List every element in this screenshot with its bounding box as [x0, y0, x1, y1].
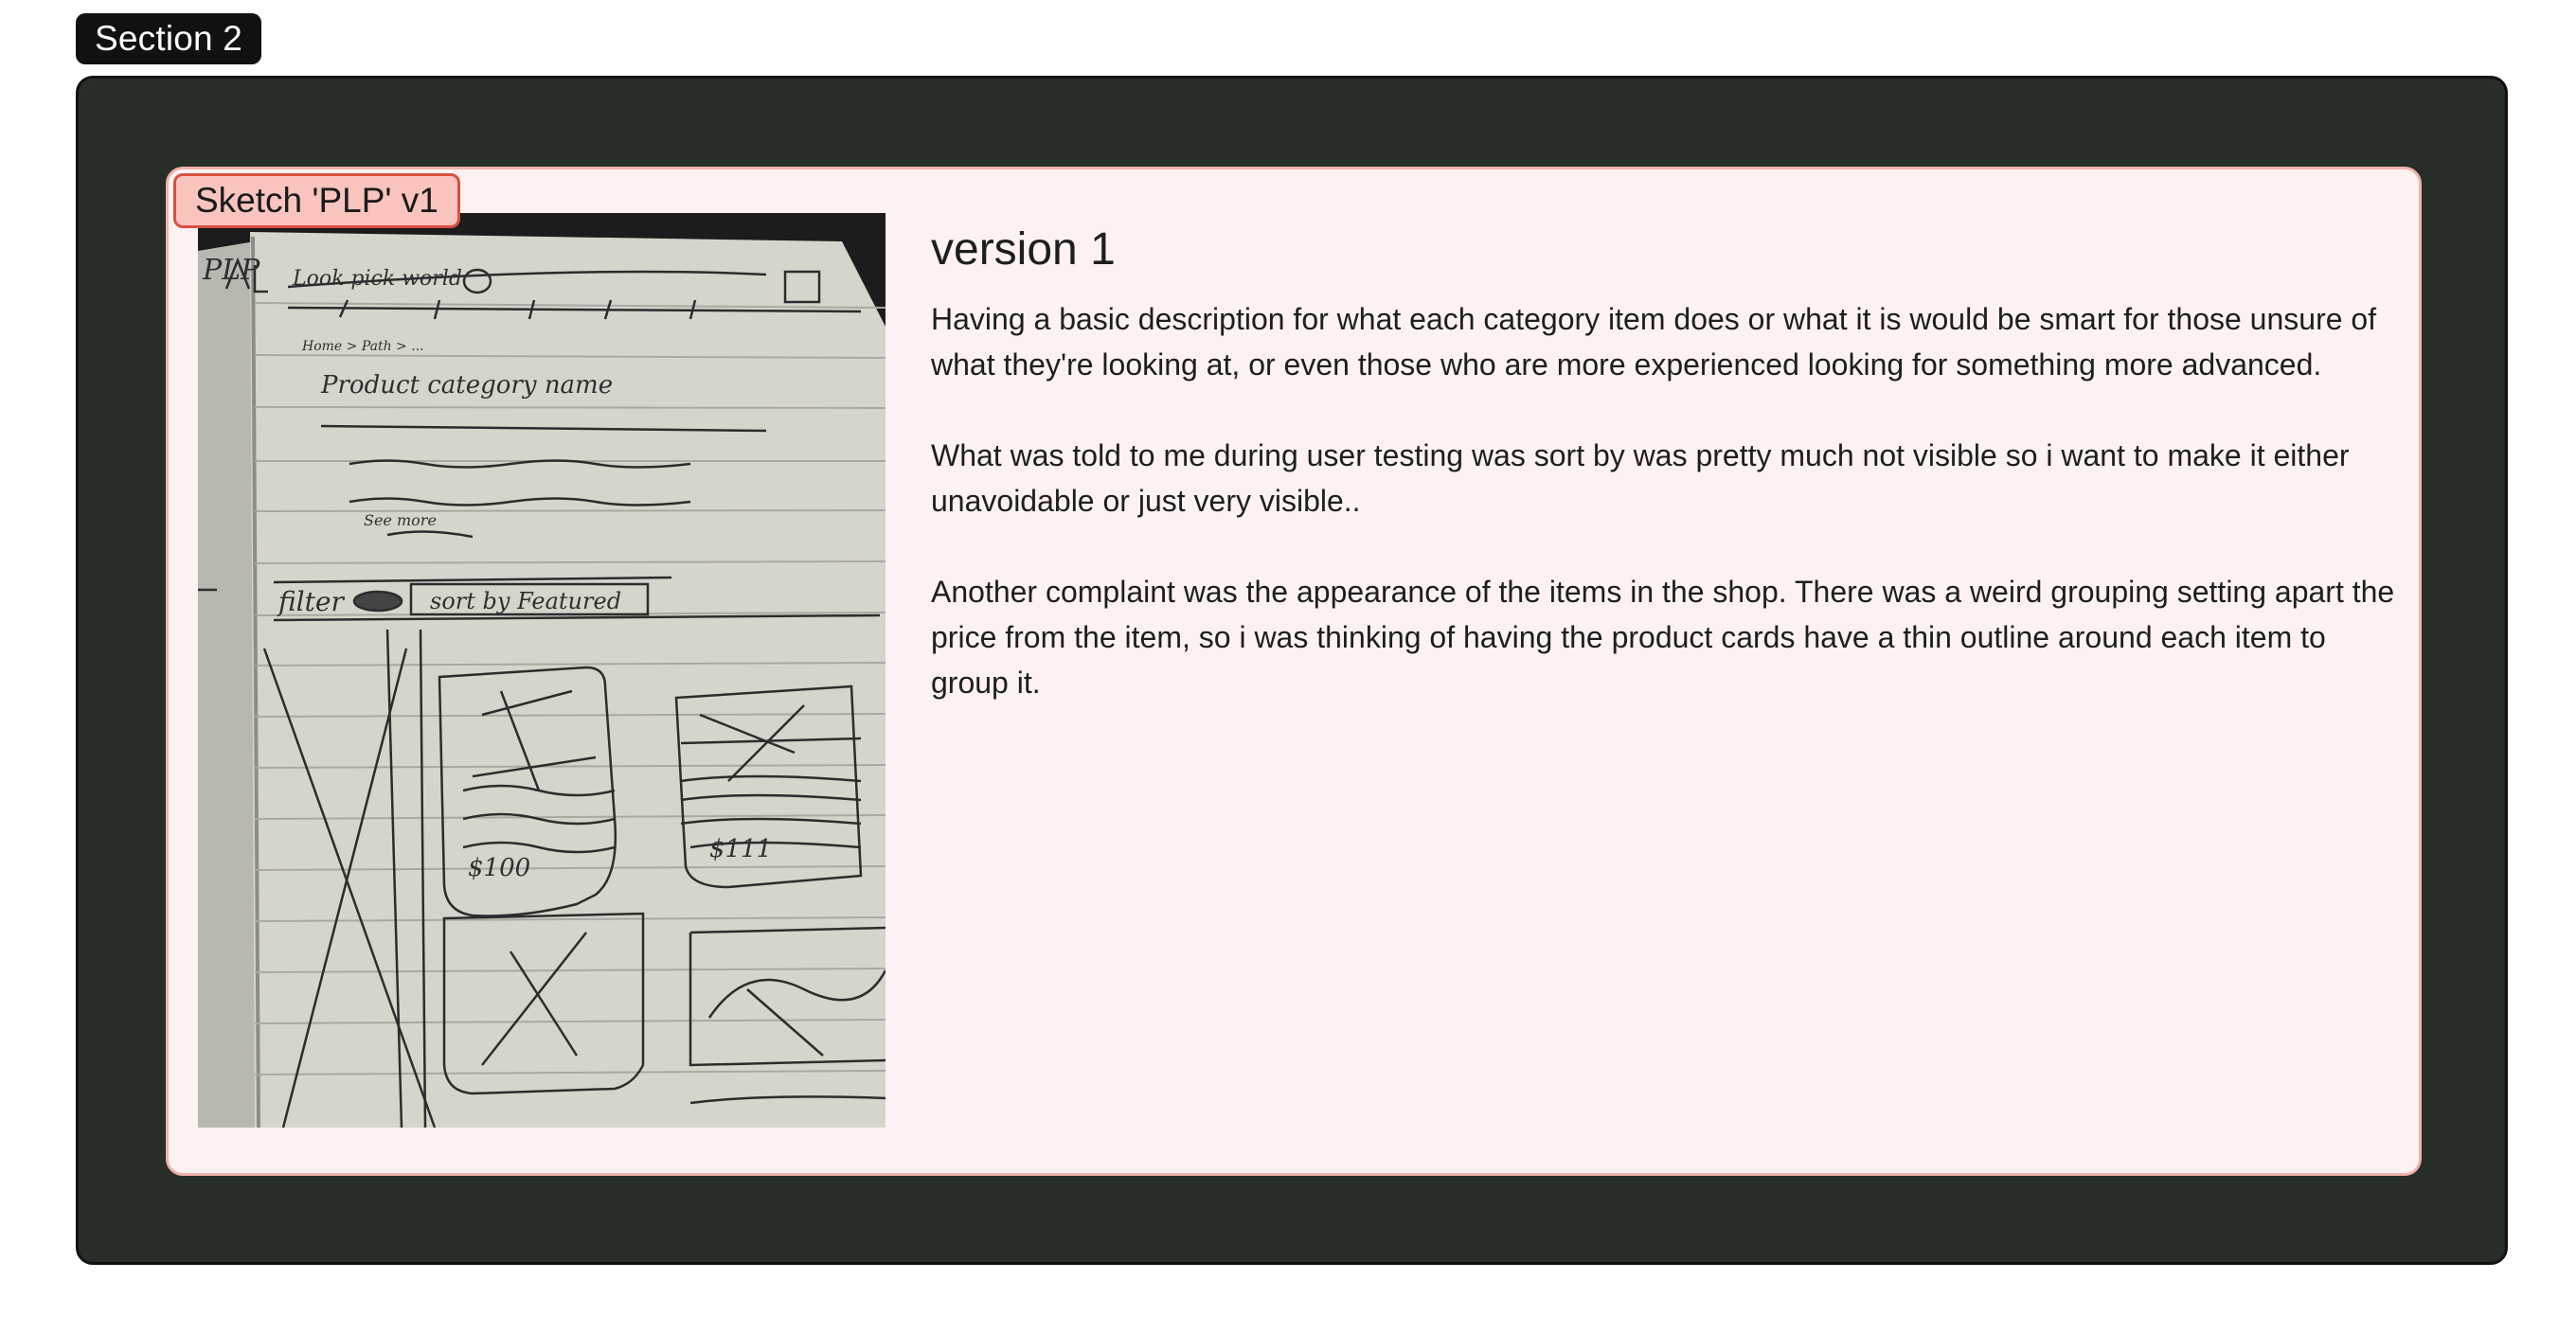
version-title[interactable]: version 1: [931, 224, 1116, 275]
sketch-margin-note: PLP: [203, 254, 260, 287]
sketch-price-2: $111: [709, 835, 773, 863]
description-paragraph[interactable]: Another complaint was the appearance of the items in the shop. There was a weird grouping setting apart the price from the item, so i was thinking of having the product cards have a thin outline around each item to group it.: [931, 575, 2395, 700]
section-label[interactable]: Section 2: [76, 13, 261, 64]
sketch-photo: [198, 213, 886, 1128]
sketch-image: [198, 213, 886, 1128]
description-block: [931, 218, 2408, 751]
sketch-price-1: $100: [468, 854, 531, 882]
description-paragraph[interactable]: Having a basic description for what each category item does or what it is would be smart for those unsure of what they're looking at, or even those who are more experienced looking for something more advanced.: [931, 302, 2377, 382]
sketch-category-title: Product category name: [321, 371, 614, 400]
description-paragraph[interactable]: What was told to me during user testing was sort by was pretty much not visible so i want to make it either unavoidable or just very visible..: [931, 438, 2350, 518]
sketch-breadcrumb: Home > Path > ...: [302, 339, 424, 354]
sketch-sort: sort by Featured: [430, 588, 622, 614]
sketch-filter: filter: [278, 586, 344, 617]
sketch-header-text: Look pick world: [293, 267, 462, 291]
sketch-see-more: See more: [364, 511, 437, 529]
frame-label[interactable]: Sketch 'PLP' v1: [173, 173, 460, 228]
